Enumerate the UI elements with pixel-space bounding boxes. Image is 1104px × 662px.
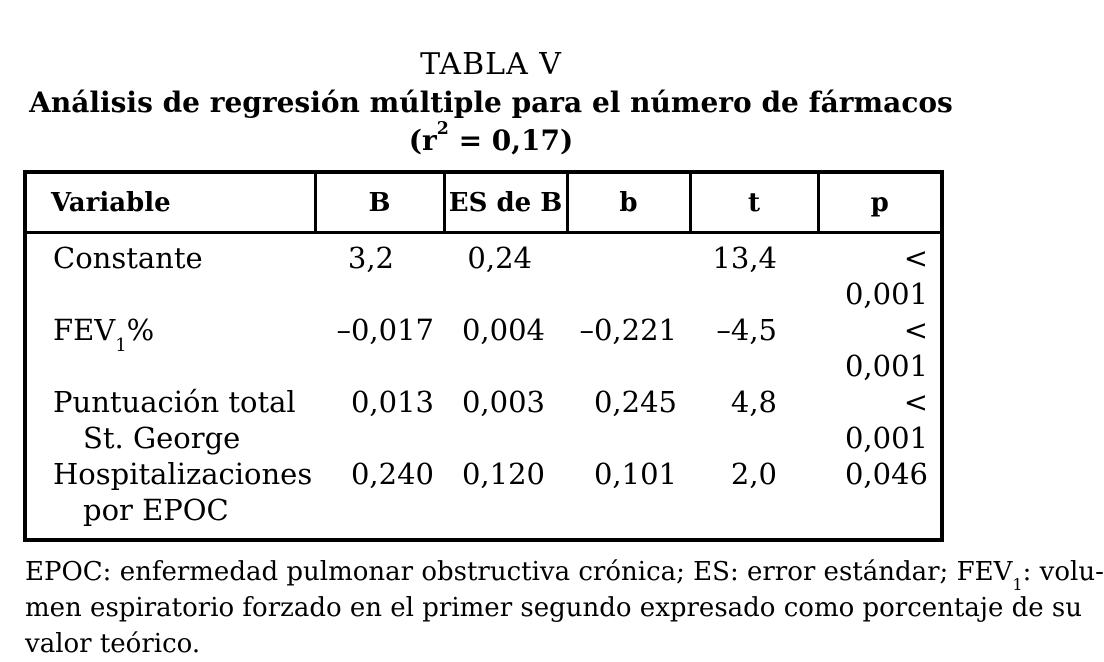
cell-ES-de-B: 0,24 (467, 241, 532, 275)
cell-ES-de-B: 0,120 (461, 457, 545, 491)
fev-percent: % (126, 313, 155, 347)
cell-B: 0,240 (350, 457, 434, 491)
col-header-B: B (315, 172, 444, 233)
table-caption: Análisis de regresión múltiple para el número de fármacos (29, 86, 953, 119)
regression-table (23, 170, 944, 542)
fev-label: FEV (53, 313, 116, 347)
variable-label: Hospitalizaciones (53, 457, 313, 491)
table-row-hospitalizaciones (25, 456, 942, 540)
col-header-t: t (690, 172, 818, 233)
cell-b: –0,221 (579, 313, 677, 347)
table-number: TABLA V (420, 47, 562, 82)
cell-b (567, 233, 690, 313)
table-row-constante (25, 233, 942, 313)
cell-variable (25, 456, 315, 540)
cell-t: 4,8 (730, 385, 777, 419)
cell-p: 0,046 (844, 457, 928, 491)
cell-p: < 0,001 (844, 241, 928, 311)
cell-t: –4,5 (716, 313, 777, 347)
col-header-variable: Variable (25, 172, 315, 233)
col-header-p: p (818, 172, 942, 233)
footnote-text: EPOC: enfermedad pulmonar obstructiva crónica; ES: error estándar; FEV (25, 557, 1013, 587)
variable-label: Constante (53, 241, 203, 275)
variable-label-line2: St. George (83, 421, 241, 455)
cell-t: 13,4 (712, 241, 777, 275)
cell-B: –0,017 (336, 313, 434, 347)
variable-label: Puntuación total (53, 385, 296, 419)
cell-variable (25, 384, 315, 456)
cell-t: 2,0 (730, 457, 777, 491)
footnote (25, 554, 1104, 662)
r-squared-value: = 0,17) (448, 124, 574, 157)
footnote-line: men espiratorio forzado en el primer segundo expresado como porcentaje de su (25, 593, 1082, 623)
footnote-line: valor teórico. (25, 629, 201, 659)
cell-p: < 0,001 (844, 385, 928, 455)
cell-p: < 0,001 (844, 313, 928, 383)
cell-variable (25, 312, 315, 384)
col-header-ES-de-B: ES de B (444, 172, 567, 233)
variable-label-line2: por EPOC (83, 493, 229, 527)
table-row-puntuacion (25, 384, 942, 456)
cell-b: 0,101 (593, 457, 677, 491)
cell-B: 3,2 (347, 241, 394, 275)
table-title-block (0, 0, 982, 160)
header-row (25, 172, 942, 233)
variable-label (53, 312, 315, 356)
r-squared-exponent: 2 (436, 118, 449, 139)
table-r-squared (0, 118, 982, 160)
fev-subscript: 1 (115, 334, 127, 356)
footnote-text: : volu- (1022, 557, 1104, 587)
table-row-fev1 (25, 312, 942, 384)
r-squared-pre: (r (408, 124, 437, 157)
cell-B: 0,013 (350, 385, 434, 419)
footnote-fev-subscript: 1 (1012, 574, 1023, 594)
col-header-b: b (567, 172, 690, 233)
cell-b: 0,245 (593, 385, 677, 419)
cell-variable (25, 233, 315, 313)
cell-ES-de-B: 0,003 (461, 385, 545, 419)
cell-ES-de-B: 0,004 (461, 313, 545, 347)
footnote-line (25, 554, 1104, 594)
